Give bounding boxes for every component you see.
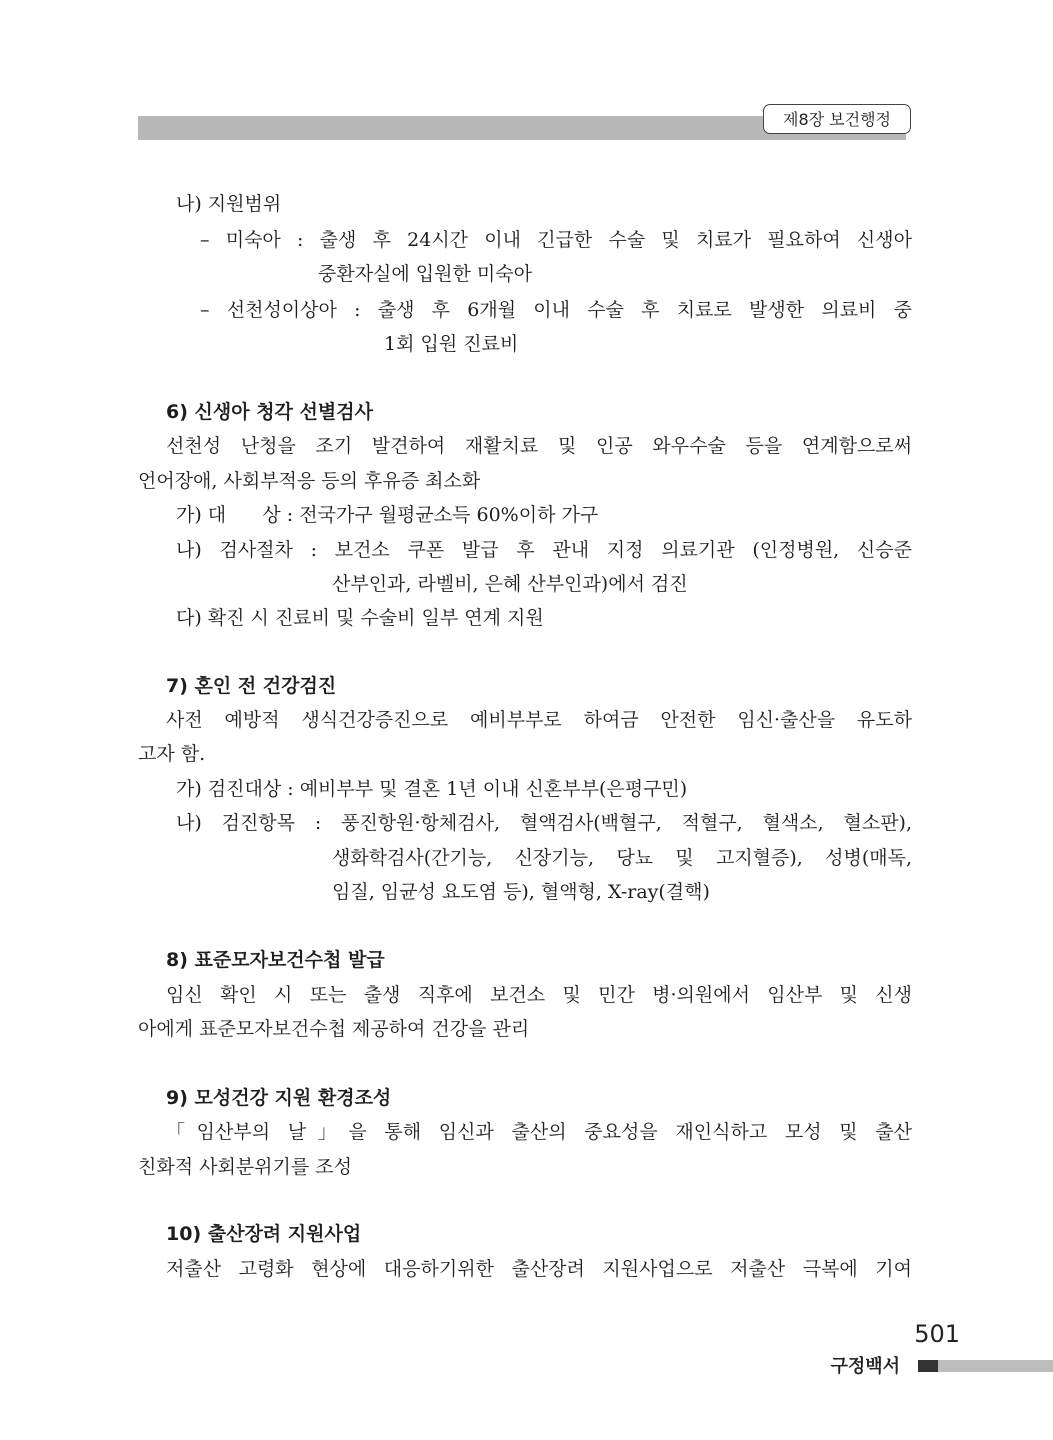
text-line: 1회 입원 진료비 xyxy=(384,333,519,355)
text-line: 언어장애, 사회부적응 등의 후유증 최소화 xyxy=(138,470,481,492)
section-heading: 8) 표준모자보건수첩 발급 xyxy=(166,949,385,971)
section-heading: 10) 출산장려 지원사업 xyxy=(166,1223,362,1245)
text-line: 나) 검사절차 : 보건소 쿠폰 발급 후 관내 지정 의료기관 (인정병원, 신승준 xyxy=(176,539,912,561)
text-line: 생화학검사(간기능, 신장기능, 당뇨 및 고지혈증), 성병(매독, xyxy=(332,847,912,869)
section-heading: 6) 신생아 청각 선별검사 xyxy=(166,401,373,423)
text-line: 선천성 난청을 조기 발견하여 재활치료 및 인공 와우수술 등을 연계함으로써 xyxy=(166,435,912,457)
text-line: 나) 검진항목 : 풍진항원·항체검사, 혈액검사(백혈구, 적혈구, 혈색소, 혈소판), xyxy=(176,812,912,834)
text-line: 친화적 사회분위기를 조성 xyxy=(138,1156,352,1178)
footer-bar xyxy=(938,1360,1053,1372)
section-heading: 9) 모성건강 지원 환경조성 xyxy=(166,1087,392,1109)
page-number: 501 xyxy=(914,1320,960,1348)
text-line: 가) 대 상 : 전국가구 월평균소득 60%이하 가구 xyxy=(176,504,599,526)
text-line: 산부인과, 라벨비, 은혜 산부인과)에서 검진 xyxy=(332,573,688,595)
text-line: 임질, 임균성 요도염 등), 혈액형, X-ray(결핵) xyxy=(332,881,710,903)
text-line: 다) 확진 시 진료비 및 수술비 일부 연계 지원 xyxy=(176,607,544,629)
text-line: 「임산부의 날」을 통해 임신과 출산의 중요성을 재인식하고 모성 및 출산 xyxy=(166,1121,912,1143)
footer-accent xyxy=(918,1360,938,1372)
chapter-tab: 제8장 보건행정 xyxy=(763,104,911,134)
section-heading: 7) 혼인 전 건강검진 xyxy=(166,675,337,697)
text-line: 사전 예방적 생식건강증진으로 예비부부로 하여금 안전한 임신·출산을 유도하 xyxy=(166,709,912,731)
text-line: 나) 지원범위 xyxy=(176,193,282,215)
text-line: – 미숙아 : 출생 후 24시간 이내 긴급한 수술 및 치료가 필요하여 신생아 xyxy=(200,229,912,251)
text-line: – 선천성이상아 : 출생 후 6개월 이내 수술 후 치료로 발생한 의료비 중 xyxy=(200,299,912,321)
book-title: 구정백서 xyxy=(830,1356,900,1377)
text-line: 중환자실에 입원한 미숙아 xyxy=(318,263,532,285)
text-line: 가) 검진대상 : 예비부부 및 결혼 1년 이내 신혼부부(은평구민) xyxy=(176,778,688,800)
text-line: 임신 확인 시 또는 출생 직후에 보건소 및 민간 병·의원에서 임산부 및 신생 xyxy=(166,984,912,1006)
text-line: 저출산 고령화 현상에 대응하기위한 출산장려 지원사업으로 저출산 극복에 기여 xyxy=(166,1258,912,1280)
text-line: 고자 함. xyxy=(138,743,206,765)
text-line: 아에게 표준모자보건수첩 제공하여 건강을 관리 xyxy=(138,1018,530,1040)
